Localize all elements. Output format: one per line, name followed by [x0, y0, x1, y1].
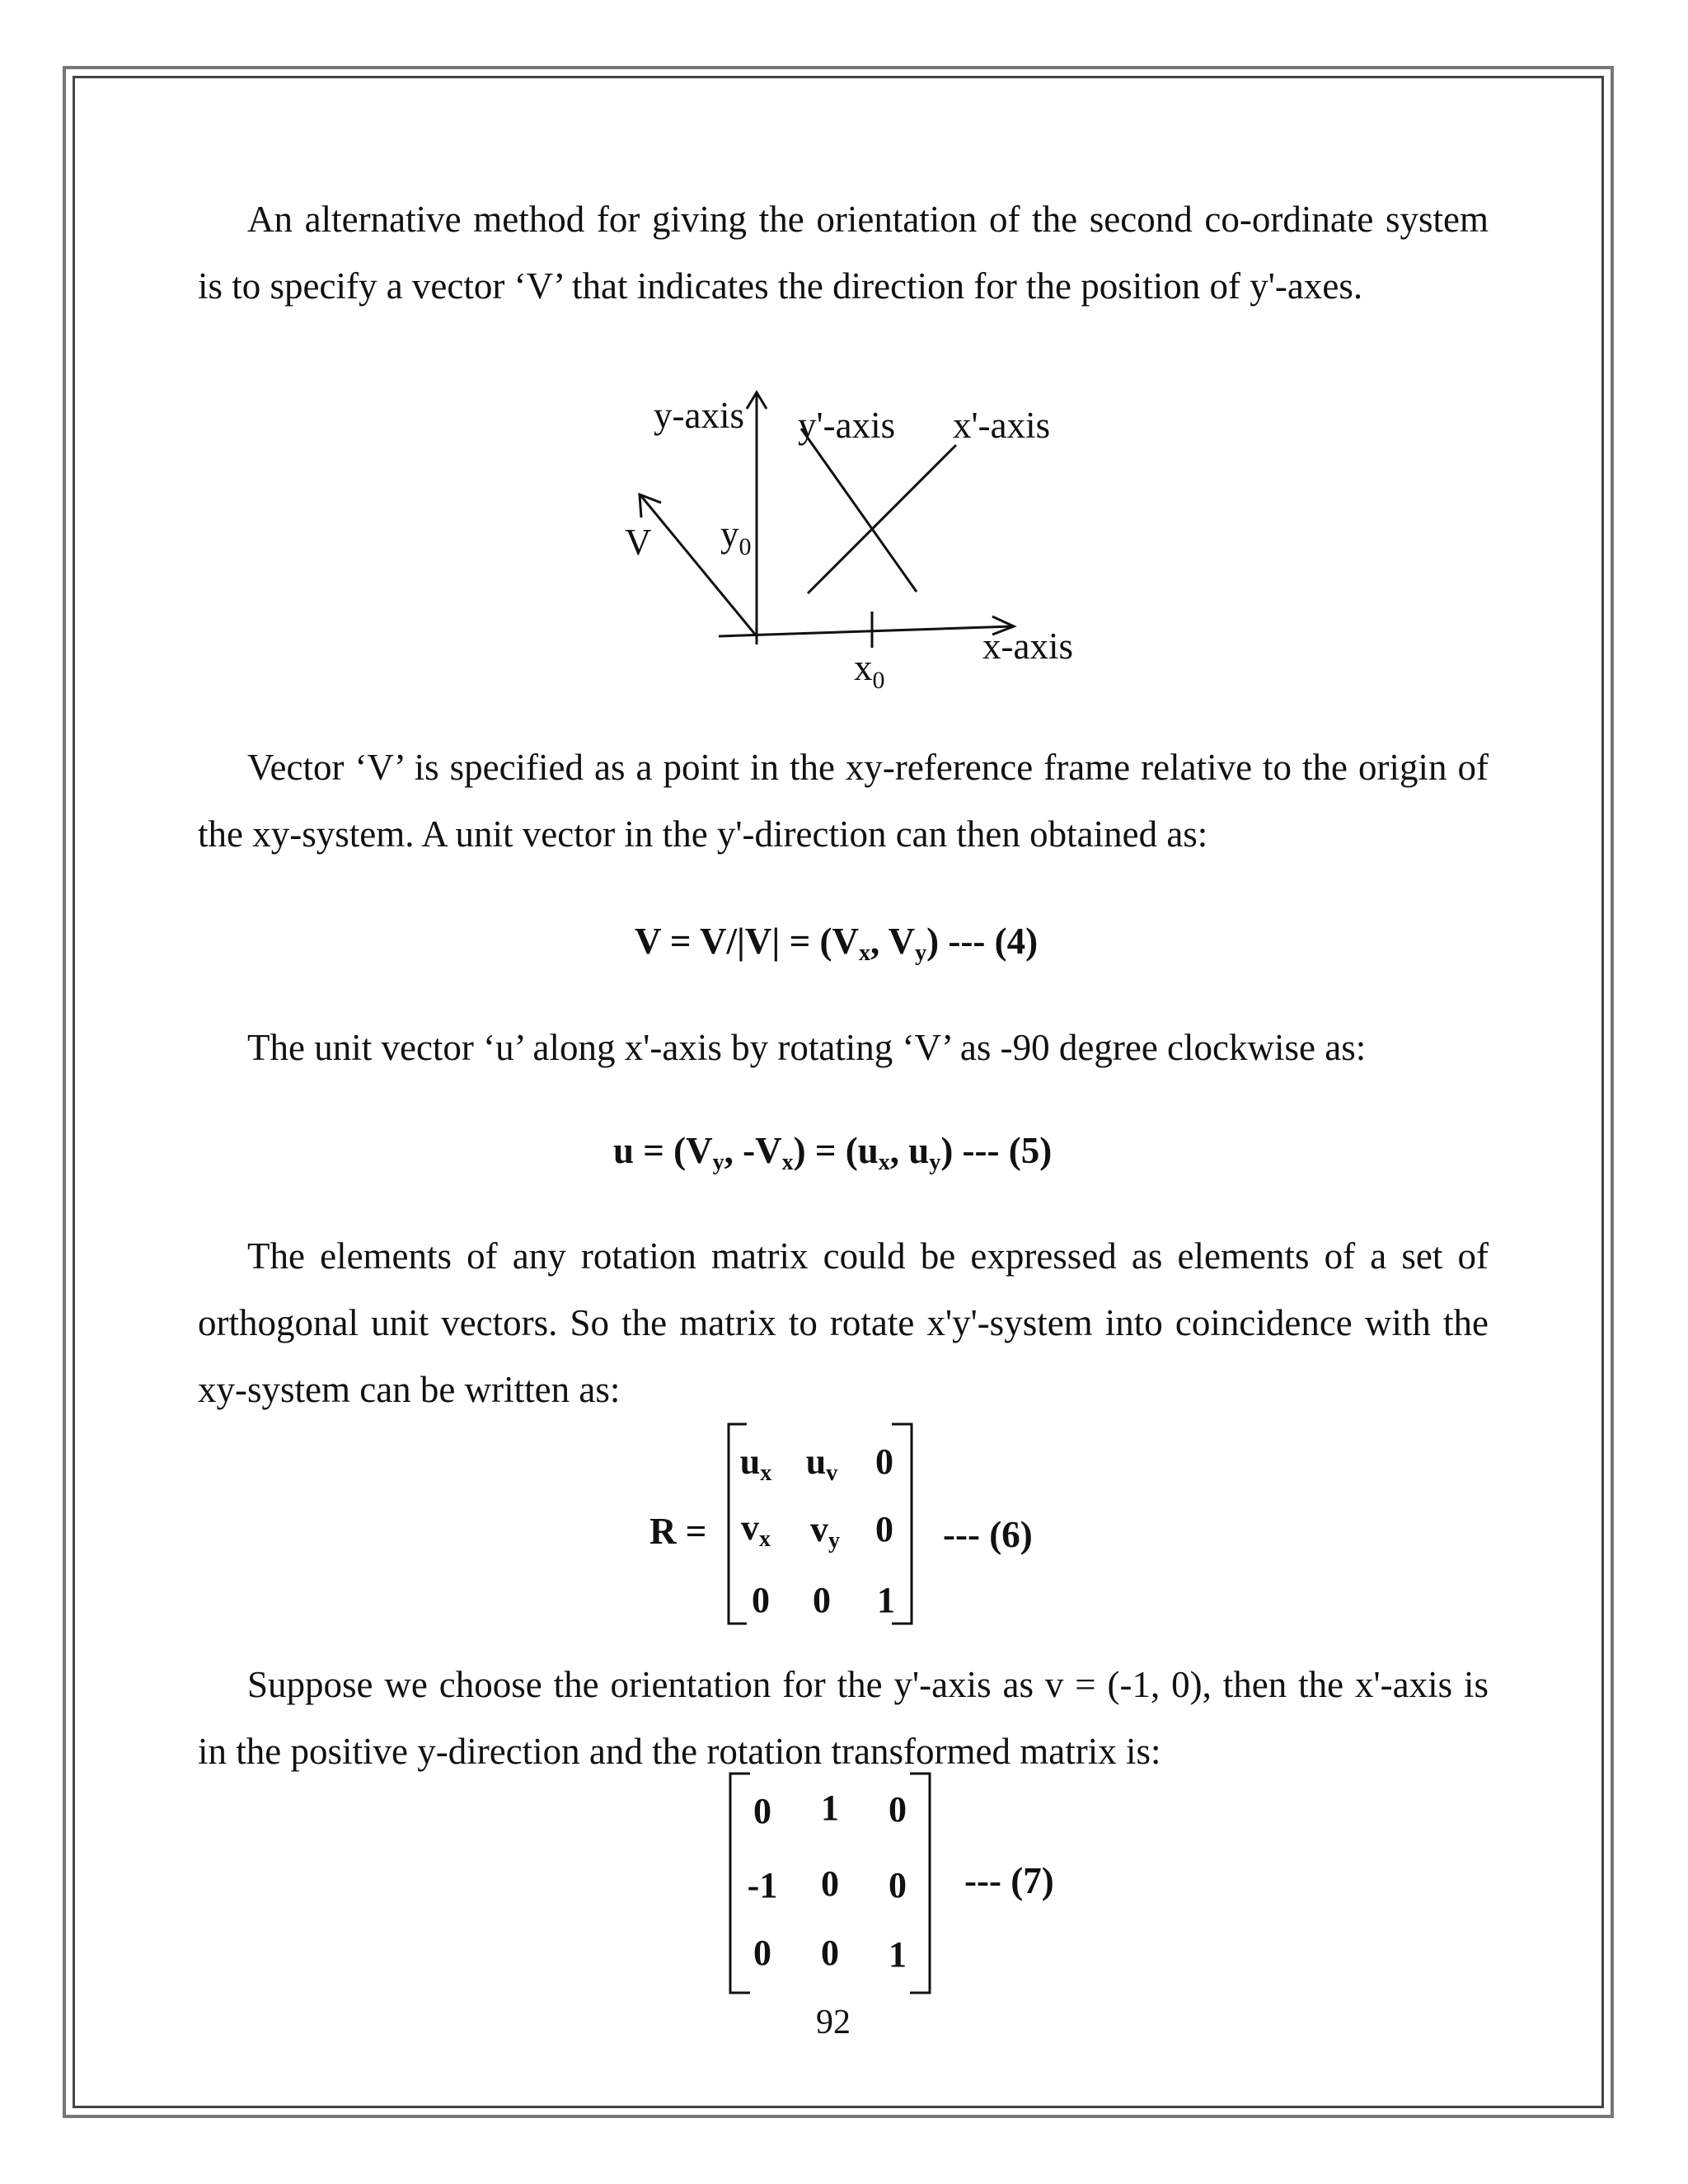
- matrix-7-r3c1: 0: [753, 1933, 771, 1973]
- matrix-6-r2c1: $v_x$: [741, 1507, 771, 1552]
- matrix-6-r2c3: 0: [875, 1509, 893, 1549]
- equation-5: $u = (V_y$, $-V_x) = (u_x$, $u_y$) --- (5): [613, 1130, 1053, 1175]
- matrix-7-r1c3: 0: [889, 1789, 907, 1830]
- matrix-6-tag: --- (6): [943, 1514, 1033, 1555]
- matrix-6-r2c2: $v_y$: [810, 1509, 840, 1554]
- y-prime-axis-label: y'-axis: [798, 405, 896, 446]
- matrix-6-r3c3: 1: [877, 1580, 895, 1620]
- y0-label: $y_0$: [720, 513, 752, 560]
- matrix-7-tag: --- (7): [964, 1860, 1054, 1901]
- matrix-6-r1c3: 0: [875, 1441, 893, 1482]
- matrix-6-lhs: R =: [649, 1511, 707, 1552]
- paragraph-5: Suppose we choose the orientation for the y'-axis as v = (-1, 0), then the x'-axis is in the positive y-direction and the rotation transformed matrix is:: [198, 1664, 1489, 1772]
- matrix-7-r1c1: 0: [753, 1791, 771, 1831]
- matrix-7-r2c1: -1: [747, 1865, 778, 1905]
- y-axis-label: y-axis: [654, 395, 744, 436]
- matrix-6-r3c1: 0: [752, 1580, 770, 1620]
- matrix-7-r3c3: 1: [889, 1934, 907, 1975]
- matrix-6-r3c2: 0: [813, 1580, 831, 1620]
- x-prime-axis-label: x'-axis: [953, 405, 1051, 446]
- paragraph-4: The elements of any rotation matrix could be expressed as elements of a set of orthogonal unit vectors. So the matrix to rotate x'y'-system into coincidence with the xy-system can be written as:: [198, 1235, 1489, 1410]
- paragraph-2: Vector ‘V’ is specified as a point in the xy-reference frame relative to the origin of the xy-system. A unit vector in the y'-direction can then obtained as:: [198, 747, 1489, 855]
- paragraph-1: An alternative method for giving the orientation of the second co-ordinate system is to specify a vector ‘V’ that indicates the direction for the position of y'-axes.: [198, 199, 1489, 307]
- matrix-7-r3c2: 0: [821, 1933, 839, 1973]
- matrix-7-r2c3: 0: [889, 1865, 907, 1905]
- equation-4: $V = V/|V| = (V_x$, $V_y$) --- (4): [635, 921, 1039, 966]
- matrix-7-r1c2: 1: [821, 1788, 839, 1828]
- x0-label: $x_0$: [854, 647, 885, 694]
- matrix-6-r1c1: $u_x$: [739, 1441, 772, 1486]
- paragraph-3: The unit vector ‘u’ along x'-axis by rotating ‘V’ as -90 degree clockwise as:: [247, 1027, 1367, 1068]
- x-axis-label: x-axis: [982, 626, 1073, 667]
- v-vector-label: V: [625, 522, 652, 563]
- matrix-6-r1c2: $u_v$: [805, 1441, 838, 1486]
- matrix-7-r2c2: 0: [821, 1863, 839, 1904]
- page-number: 92: [816, 2004, 851, 2041]
